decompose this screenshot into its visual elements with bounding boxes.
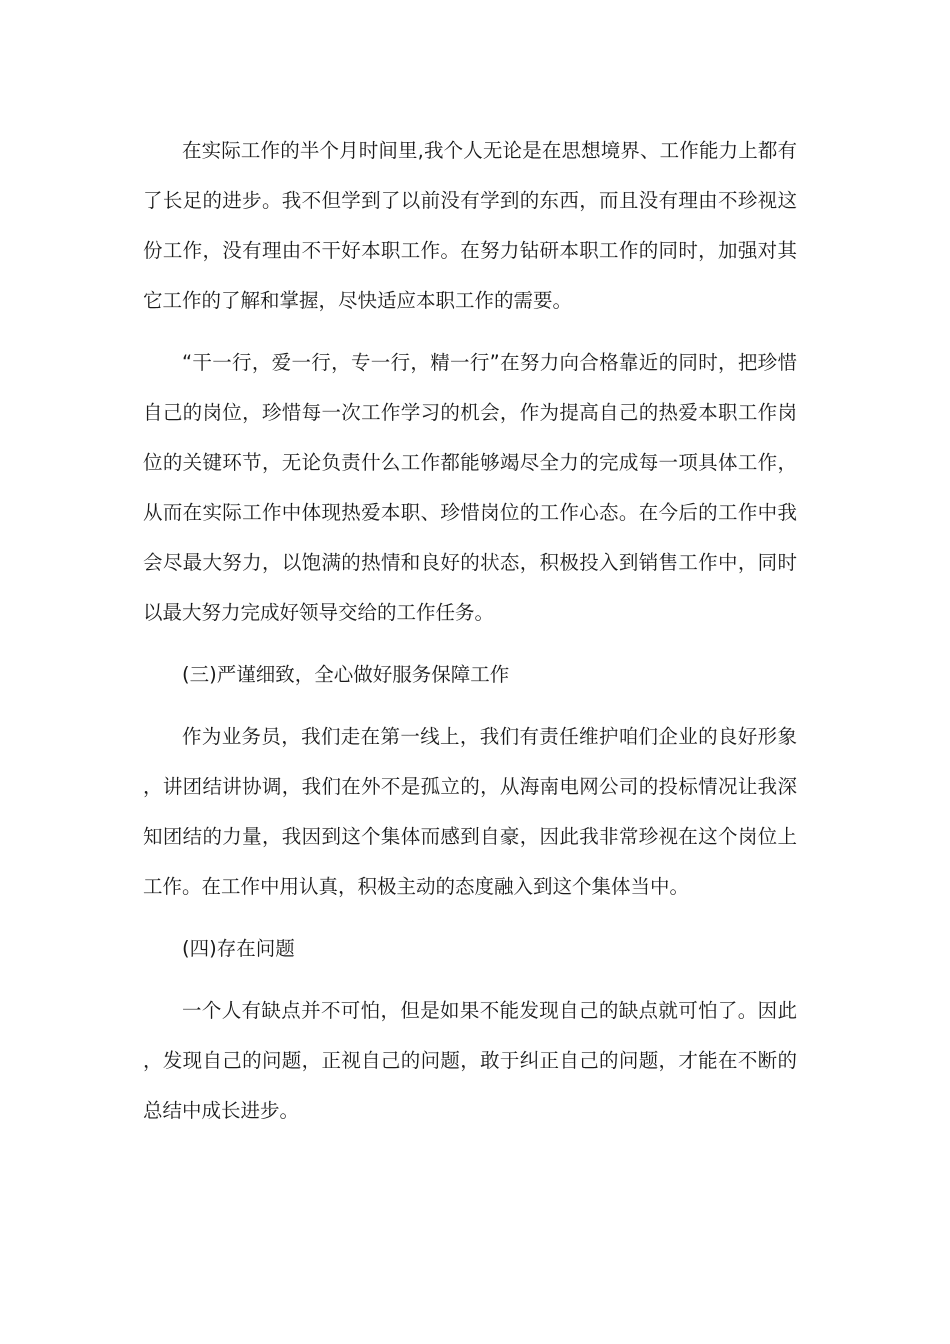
paragraph-teamwork: 作为业务员，我们走在第一线上，我们有责任维护咱们企业的良好形象，讲团结讲协调，我们在外不是孤立的，从海南电网公司的投标情况让我深知团结的力量，我因到这个集体而感到自豪，因此我非常珍视在这个岗位上工作。在工作中用认真，积极主动的态度融入到这个集体当中。 (143, 725, 797, 898)
paragraph-dedication: “干一行，爱一行，专一行，精一行”在努力向合格靠近的同时，把珍惜自己的岗位，珍惜每一次工作学习的机会，作为提高自己的热爱本职工作岗位的关键环节，无论负责什么工作都能够竭尽全力的完成每一项具体工作，从而在实际工作中体现热爱本职、珍惜岗位的工作心态。在今后的工作中我会尽最大努力，以饱满的热情和良好的状态，积极投入到销售工作中，同时以最大努力完成好领导交给的工作任务。 (143, 351, 797, 624)
section-heading-service: (三)严谨细致，全心做好服务保障工作 (182, 663, 510, 686)
paragraph-shortcomings: 一个人有缺点并不可怕，但是如果不能发现自己的缺点就可怕了。因此，发现自己的问题，正视自己的问题，敢于纠正自己的问题，才能在不断的总结中成长进步。 (143, 999, 797, 1122)
document-body (143, 126, 797, 1136)
section-heading-problems: (四)存在问题 (182, 937, 295, 960)
paragraph-work-progress: 在实际工作的半个月时间里,我个人无论是在思想境界、工作能力上都有了长足的进步。我不但学到了以前没有学到的东西，而且没有理由不珍视这份工作，没有理由不干好本职工作。在努力钻研本职工作的同时，加强对其它工作的了解和掌握，尽快适应本职工作的需要。 (143, 139, 797, 312)
